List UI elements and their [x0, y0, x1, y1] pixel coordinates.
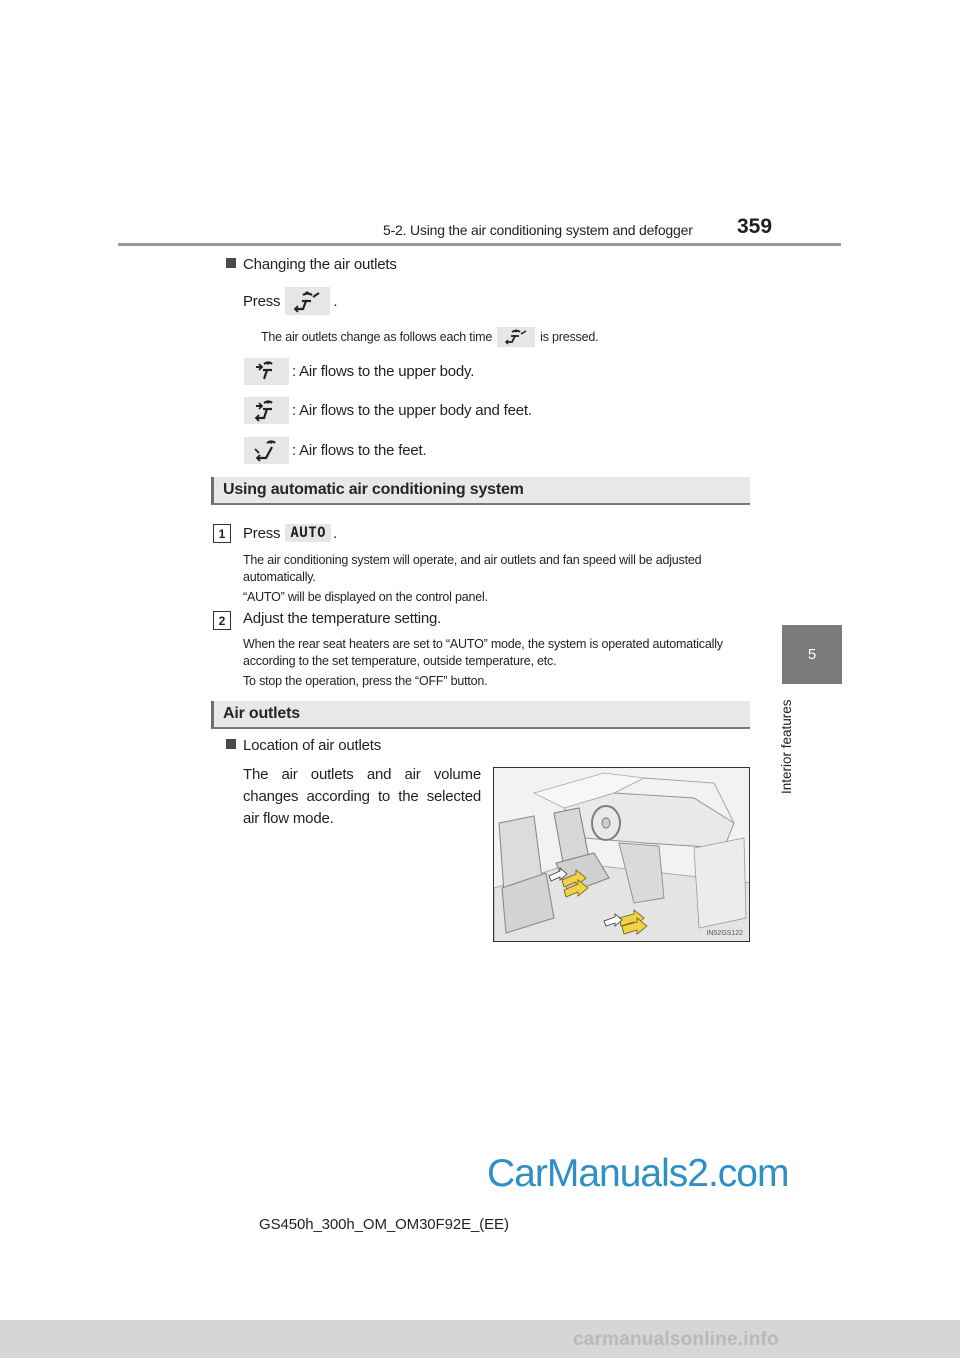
airflow-mode-button-small-icon — [497, 327, 535, 347]
upper-body-and-feet-airflow-icon — [244, 397, 289, 424]
chapter-label — [773, 692, 805, 794]
section-title-automatic-ac: Using automatic air conditioning system — [211, 477, 750, 505]
square-bullet-icon — [226, 739, 236, 749]
car-interior-illustration — [494, 768, 750, 942]
figure-code: IN52GS122 — [706, 930, 743, 937]
subheading-location-of-outlets: Location of air outlets — [226, 737, 381, 754]
chapter-tab — [782, 625, 842, 684]
step-2-note-2: To stop the operation, press the “OFF” button. — [243, 674, 488, 688]
footer-document-code: GS450h_300h_OM_OM30F92E_(EE) — [259, 1216, 509, 1233]
air-outlets-paragraph: The air outlets and air volume changes according to the selected air flow mode. — [243, 766, 481, 827]
step-number-2: 2 — [213, 611, 231, 630]
page-number: 359 — [737, 215, 773, 238]
step-1-note-1: The air conditioning system will operate, and air outlets and fan speed will be adjusted automatically. — [243, 553, 702, 584]
header-title: 5-2. Using the air conditioning system and defogger — [383, 222, 693, 238]
section-title-air-outlets: Air outlets — [211, 701, 750, 729]
step-2-note-1: When the rear seat heaters are set to “AUTO” mode, the system is operated automatically according to the set temperature, outside temperature, etc. — [243, 637, 723, 668]
header-rule — [118, 243, 841, 246]
watermark-carmanuals2: CarManuals2.com — [487, 1152, 789, 1195]
airflow-change-note: The air outlets change as follows each time is pressed. — [261, 327, 598, 347]
airflow-mode-upper-body: : Air flows to the upper body. — [244, 358, 474, 385]
watermark-footer-bar — [0, 1320, 960, 1358]
step-1-instruction: Press AUTO . — [243, 524, 338, 542]
chapter-label-text: Interior features — [779, 699, 794, 794]
airflow-mode-button-icon — [285, 287, 330, 315]
chapter-number: 5 — [807, 646, 817, 663]
airflow-mode-feet: : Air flows to the feet. — [244, 437, 426, 464]
press-airflow-instruction: Press . — [243, 286, 337, 316]
upper-body-airflow-icon — [244, 358, 289, 385]
step-2-instruction: Adjust the temperature setting. — [243, 610, 442, 627]
watermark-carmanualsonline: carmanualsonline.info — [573, 1329, 779, 1350]
air-outlets-illustration — [493, 767, 750, 942]
auto-button-label: AUTO — [285, 524, 331, 542]
step-number-1: 1 — [213, 524, 231, 543]
subheading-changing-outlets: Changing the air outlets — [226, 256, 397, 273]
feet-airflow-icon — [244, 437, 289, 464]
airflow-mode-upper-body-and-feet: : Air flows to the upper body and feet. — [244, 397, 532, 424]
step-1-note-2: “AUTO” will be displayed on the control panel. — [243, 590, 488, 604]
square-bullet-icon — [226, 258, 236, 268]
